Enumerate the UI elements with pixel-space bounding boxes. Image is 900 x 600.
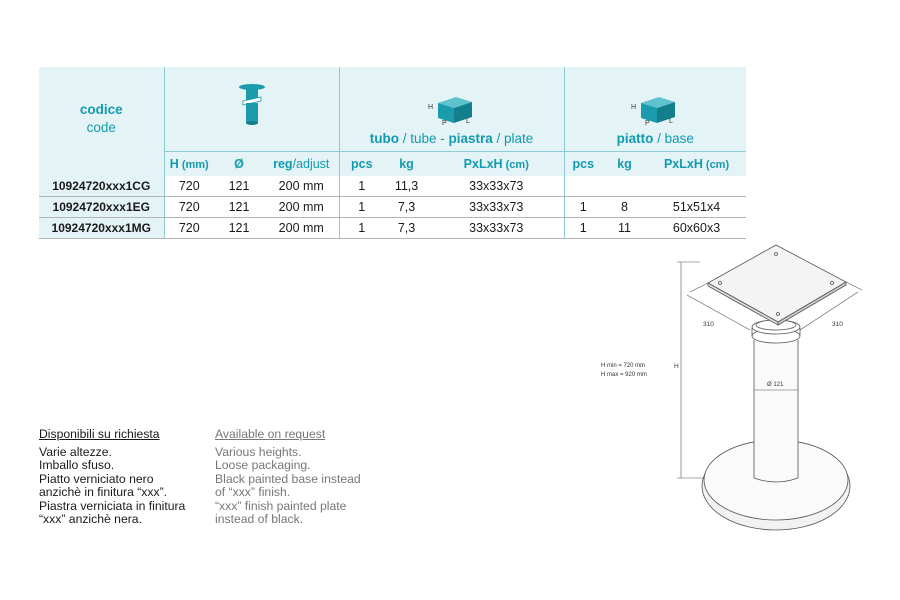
row-reg: 200 mm	[264, 218, 339, 239]
note-line: Black painted base instead	[215, 471, 361, 486]
row-kg-base: 11	[602, 218, 647, 239]
note-line: Imballo sfuso.	[39, 458, 115, 472]
svg-text:L: L	[669, 118, 674, 125]
row-kg-base: 8	[602, 197, 647, 218]
svg-text:H: H	[631, 104, 637, 111]
col-dim-tube: PxLxH (cm)	[429, 152, 564, 177]
row-kg-tube: 11,3	[384, 176, 429, 197]
row-dim-tube: 33x33x73	[429, 197, 564, 218]
row-dim-base: 60x60x3	[647, 218, 746, 239]
row-code: 10924720xxx1EG	[39, 197, 164, 218]
row-dim-tube: 33x33x73	[429, 176, 564, 197]
col-pcs-tube: pcs	[339, 152, 384, 177]
row-dim-tube: 33x33x73	[429, 218, 564, 239]
note-line: Piatto verniciato nero	[39, 471, 154, 486]
row-pcs-base	[564, 176, 602, 197]
svg-text:L: L	[465, 118, 470, 125]
table-row	[39, 218, 746, 239]
group-base: H P L piatto / base	[564, 67, 746, 152]
dim-right-label: 310	[832, 321, 843, 328]
notes-english	[215, 428, 395, 527]
table-row	[39, 176, 746, 197]
note-line: instead of black.	[215, 512, 304, 526]
row-diam: 121	[214, 218, 264, 239]
row-diam: 121	[214, 176, 264, 197]
note-line: Varie altezze.	[39, 444, 112, 459]
dim-left-label: 310	[703, 321, 714, 328]
box-icon	[422, 93, 482, 125]
note-line: “xxx” anzichè nera.	[39, 512, 142, 526]
code-header	[39, 67, 164, 176]
table-row	[39, 197, 746, 218]
row-h: 720	[164, 218, 214, 239]
row-kg-tube: 7,3	[384, 197, 429, 218]
notes-italian	[39, 428, 209, 527]
notes-it-header: Disponibili su richiesta	[39, 427, 160, 441]
note-line: anzichè in finitura “xxx”.	[39, 485, 168, 499]
row-pcs-tube: 1	[339, 197, 384, 218]
code-header-it: codice	[79, 101, 123, 117]
svg-text:P: P	[645, 120, 650, 125]
row-code: 10924720xxx1MG	[39, 218, 164, 239]
col-dim-base: PxLxH (cm)	[647, 152, 746, 177]
row-reg: 200 mm	[264, 176, 339, 197]
row-dim-base	[647, 176, 746, 197]
col-diam: Ø	[214, 152, 264, 177]
row-pcs-tube: 1	[339, 218, 384, 239]
col-h: H (mm)	[164, 152, 214, 177]
table-base-drawing	[595, 240, 885, 550]
svg-text:H: H	[427, 104, 433, 111]
row-kg-base	[602, 176, 647, 197]
col-reg: reg/adjust	[264, 152, 339, 177]
row-dim-base: 51x51x4	[647, 197, 746, 218]
column-icon	[237, 83, 267, 129]
note-line: Loose packaging.	[215, 458, 311, 472]
note-line: “xxx” finish painted plate	[215, 498, 347, 513]
row-h: 720	[164, 176, 214, 197]
h-max-label: H max = 920 mm	[601, 372, 647, 378]
column-icon-cell	[164, 67, 339, 152]
svg-text:P: P	[441, 120, 447, 125]
col-kg-base: kg	[602, 152, 647, 177]
col-kg-tube: kg	[384, 152, 429, 177]
row-h: 720	[164, 197, 214, 218]
row-code: 10924720xxx1CG	[39, 176, 164, 197]
note-line: of “xxx” finish.	[215, 485, 291, 499]
box-icon	[625, 93, 685, 125]
row-pcs-base: 1	[564, 197, 602, 218]
col-pcs-base: pcs	[564, 152, 602, 177]
note-line: Piastra verniciata in finitura	[39, 498, 186, 513]
code-header-en: code	[86, 119, 116, 135]
row-kg-tube: 7,3	[384, 218, 429, 239]
row-pcs-tube: 1	[339, 176, 384, 197]
note-line: Various heights.	[215, 444, 302, 459]
row-diam: 121	[214, 197, 264, 218]
h-min-label: H min = 720 mm	[601, 363, 646, 369]
notes-en-header: Available on request	[215, 427, 326, 441]
row-reg: 200 mm	[264, 197, 339, 218]
group-tube-plate: H P L tubo / tube - piastra / plate	[339, 67, 564, 152]
diameter-label: Ø 121	[767, 382, 784, 388]
h-dimension-label: H	[674, 363, 679, 370]
product-table	[39, 67, 746, 239]
row-pcs-base: 1	[564, 218, 602, 239]
